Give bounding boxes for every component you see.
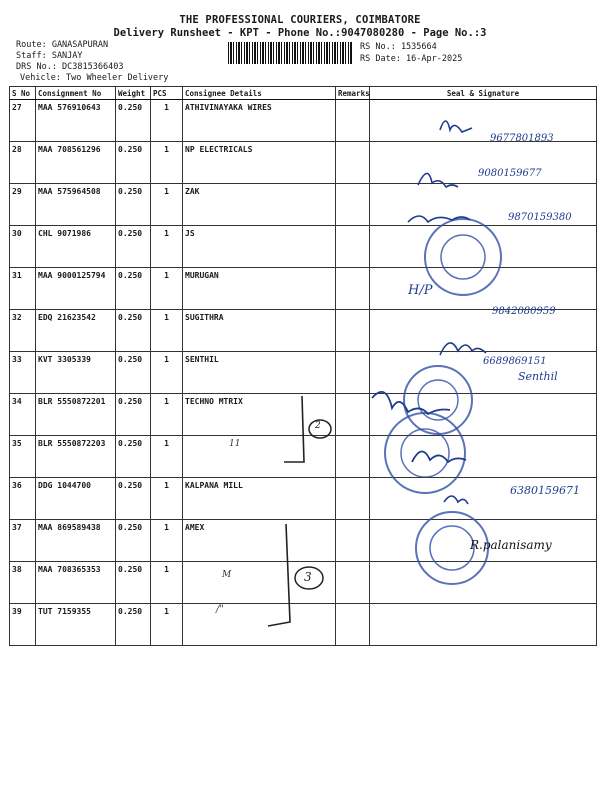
consignment-cell: EDQ 21623542	[36, 310, 116, 352]
consignee-cell: NP ELECTRICALS	[183, 142, 336, 184]
ditto-mark: 11	[229, 439, 241, 449]
company-stamp-upper	[404, 366, 472, 434]
rs-date: RS Date: 16-Apr-2025	[360, 54, 463, 64]
route-label: Route: GANASAPURAN	[16, 40, 109, 50]
bracket-count-3: 3	[304, 570, 312, 584]
rs-number: RS No.: 1535664	[360, 42, 437, 52]
sno-cell: 33	[10, 352, 36, 394]
sno-cell: 37	[10, 520, 36, 562]
sno-cell: 30	[10, 226, 36, 268]
signature-stroke	[418, 173, 458, 187]
pcs-cell: 1	[151, 562, 183, 604]
pcs-cell: 1	[151, 436, 183, 478]
sno-cell: 29	[10, 184, 36, 226]
col-consignee-header: Consignee Details	[183, 87, 336, 100]
weight-cell: 0.250	[116, 310, 151, 352]
consignment-cell: MAA 708365353	[36, 562, 116, 604]
consignment-cell: MAA 9000125794	[36, 268, 116, 310]
vehicle-label: Vehicle: Two Wheeler Delivery	[20, 73, 169, 83]
consignee-cell: KALPANA MILL	[183, 478, 336, 520]
handwritten-phone-2: 9080159677	[478, 168, 542, 179]
handwritten-phone-6: 9842080959	[492, 306, 556, 317]
sno-cell: 38	[10, 562, 36, 604]
staff-label: Staff: SANJAY	[16, 51, 83, 61]
handwritten-phone-1: 9677801893	[490, 133, 554, 144]
signature-stroke	[372, 392, 450, 414]
sno-cell: 39	[10, 604, 36, 646]
col-remarks-header: Remarks	[336, 87, 370, 100]
pcs-cell: 1	[151, 310, 183, 352]
weight-cell: 0.250	[116, 394, 151, 436]
consignee-cell: ATHIVINAYAKA WIRES	[183, 100, 336, 142]
consignment-cell: BLR 5550872203	[36, 436, 116, 478]
weight-cell: 0.250	[116, 436, 151, 478]
pcs-cell: 1	[151, 100, 183, 142]
weight-cell: 0.250	[116, 478, 151, 520]
handwritten-name-9: R.palanisamy	[470, 538, 552, 552]
weight-cell: 0.250	[116, 184, 151, 226]
pcs-cell: 1	[151, 478, 183, 520]
signature-stroke	[412, 451, 466, 462]
consignment-cell: KVT 3305339	[36, 352, 116, 394]
company-title: THE PROFESSIONAL COURIERS, COIMBATORE	[179, 14, 421, 26]
weight-cell: 0.250	[116, 352, 151, 394]
sno-cell: 34	[10, 394, 36, 436]
consignment-cell: MAA 869589438	[36, 520, 116, 562]
m-mark: M	[222, 570, 232, 580]
signature-stroke	[444, 496, 468, 504]
consignment-cell: MAA 576910643	[36, 100, 116, 142]
bracket-count-2: 2	[315, 421, 321, 431]
col-pcs-header: PCS	[151, 87, 183, 100]
consignment-cell: MAA 708561296	[36, 142, 116, 184]
signature-stroke	[440, 121, 472, 132]
pcs-cell: 1	[151, 268, 183, 310]
col-sno-header: S No	[10, 87, 36, 100]
consignee-cell: ZAK	[183, 184, 336, 226]
weight-cell: 0.250	[116, 604, 151, 646]
consignment-cell: TUT 7159355	[36, 604, 116, 646]
weight-cell: 0.250	[116, 100, 151, 142]
consignment-cell: MAA 575964508	[36, 184, 116, 226]
sno-cell: 27	[10, 100, 36, 142]
runsheet-subtitle: Delivery Runsheet - KPT - Phone No.:9047080280 - Page No.:3	[113, 27, 487, 39]
pcs-cell: 1	[151, 394, 183, 436]
consignee-cell: MURUGAN	[183, 268, 336, 310]
handwritten-hp: H/P	[408, 283, 433, 298]
consignee-cell: AMEX	[183, 520, 336, 562]
handwritten-name-7: Senthil	[518, 370, 558, 383]
sno-cell: 36	[10, 478, 36, 520]
sno-cell: 31	[10, 268, 36, 310]
bracket-mark-2	[268, 524, 290, 626]
handwritten-phone-8: 6380159671	[510, 484, 580, 497]
consignment-cell: DDG 1044700	[36, 478, 116, 520]
weight-cell: 0.250	[116, 142, 151, 184]
pcs-cell: 1	[151, 226, 183, 268]
consignee-cell: SENTHIL	[183, 352, 336, 394]
consignment-cell: CHL 9071986	[36, 226, 116, 268]
pcs-cell: 1	[151, 604, 183, 646]
pcs-cell: 1	[151, 184, 183, 226]
col-seal-header: Seal & Signature	[370, 87, 597, 100]
signature-stroke	[440, 343, 486, 355]
weight-cell: 0.250	[116, 226, 151, 268]
consignee-cell: JS	[183, 226, 336, 268]
weight-cell: 0.250	[116, 520, 151, 562]
sno-cell: 32	[10, 310, 36, 352]
dash-mark: /"	[216, 604, 224, 615]
handwritten-phone-3: 9870159380	[508, 212, 572, 223]
pcs-cell: 1	[151, 142, 183, 184]
bracket-mark-1	[284, 396, 304, 462]
consignment-cell: BLR 5550872201	[36, 394, 116, 436]
handwritten-phone-7: 6689869151	[483, 356, 547, 367]
consignee-cell: TECHNO MTRIX	[183, 394, 336, 436]
col-weight-header: Weight	[116, 87, 151, 100]
col-consignment-header: Consignment No	[36, 87, 116, 100]
sno-cell: 35	[10, 436, 36, 478]
consignee-cell: SUGITHRA	[183, 310, 336, 352]
sno-cell: 28	[10, 142, 36, 184]
drs-label: DRS No.: DC3815366403	[16, 62, 124, 72]
weight-cell: 0.250	[116, 562, 151, 604]
weight-cell: 0.250	[116, 268, 151, 310]
pcs-cell: 1	[151, 520, 183, 562]
security-stamp	[425, 219, 501, 295]
pcs-cell: 1	[151, 352, 183, 394]
